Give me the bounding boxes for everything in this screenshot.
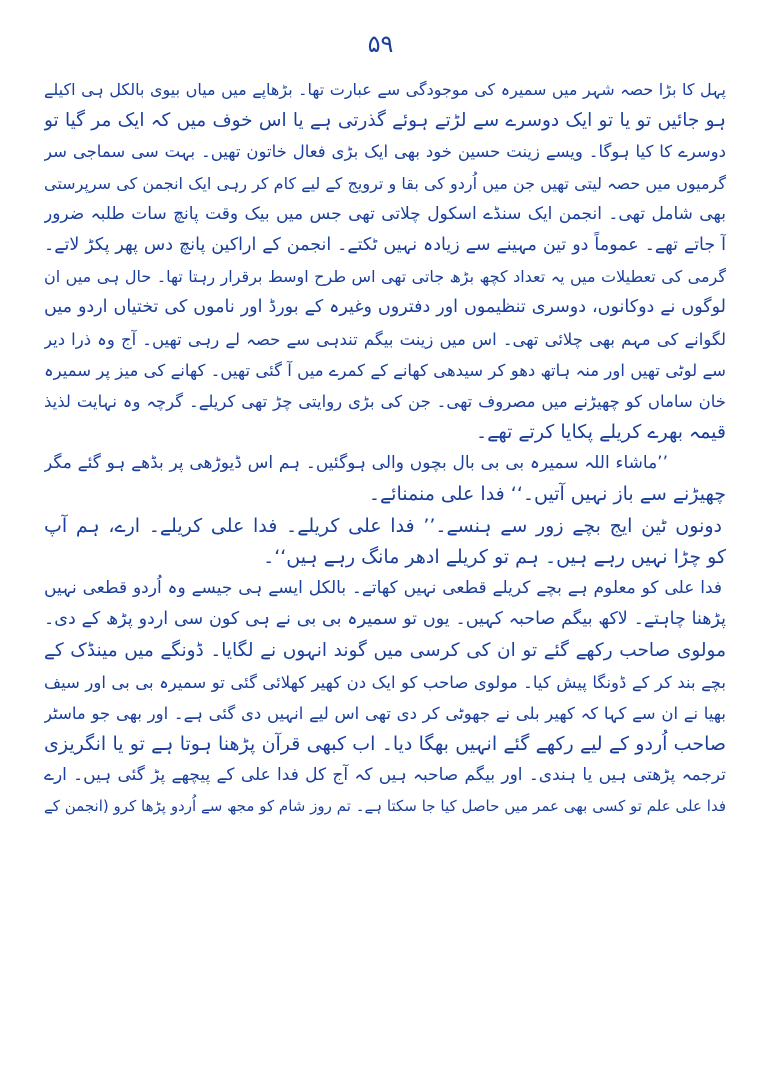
text-line: لوگوں نے دوکانوں، دوسری تنظیموں اور دفتروں وغیرہ کے بورڈ اور ناموں کی تختیاں اردو میں <box>44 297 726 318</box>
text-line: فدا علی کو معلوم ہے بچے کریلے قطعی نہیں کھاتے۔ بالکل ایسے ہی جیسے وہ اُردو قطعی نہیں <box>44 578 722 598</box>
text-line: چھیڑنے سے باز نہیں آتیں۔‘‘ فدا علی منمنائے۔ <box>368 483 726 506</box>
text-line: خان ساماں کو چھیڑنے میں مصروف تھی۔ جن کی بڑی روایتی چڑ تھی کریلے۔ گرچہ وہ نہایت لذیذ <box>44 391 726 411</box>
text-line: سے لوٹی تھیں اور منہ ہاتھ دھو کر سیدھی کھانے کے کمرے میں آ گئی تھیں۔ کھانے کی میز پر سمیرہ <box>44 360 726 380</box>
text-line: بھی شامل تھی۔ انجمن ایک سنڈے اسکول چلاتی تھی جس میں بیک وقت پانچ سات طلبہ ضرور <box>44 203 726 224</box>
text-line: پہل کا بڑا حصہ شہر میں سمیرہ کی موجودگی سے عبارت تھا۔ بڑھاپے میں میاں بیوی بالکل ہی اکیلے <box>44 80 726 99</box>
text-line: فدا علی علم تو کسی بھی عمر میں حاصل کیا جا سکتا ہے۔ تم روز شام کو مجھ سے اُردو پڑھا کرو (انجمن کے <box>44 797 726 816</box>
text-line: گرمی کی تعطیلات میں یہ تعداد کچھ بڑھ جاتی تھی اس طرح اوسط برقرار رہتا تھا۔ حال ہی میں ان <box>44 267 726 287</box>
text-line: کو چڑا نہیں رہے ہیں۔ ہم تو کریلے ادھر مانگ رہے ہیں‘‘۔ <box>263 545 726 568</box>
page-body-text <box>44 74 726 823</box>
text-line: دوسرے کا کیا ہوگا۔ ویسے زینت حسین خود بھی ایک بڑی فعال خاتون تھیں۔ بہت سی سماجی سر <box>44 142 726 162</box>
text-line: ’’ماشاء اللہ سمیرہ بی بی بال بچوں والی ہوگئیں۔ ہم اس ڈیوڑھی پر بڈھے ہو گئے مگر <box>44 453 668 474</box>
text-line: ترجمہ پڑھتی ہیں یا ہندی۔ اور بیگم صاحبہ ہیں کہ آج کل فدا علی کے پیچھے پڑ گئی ہیں۔ ارے <box>44 765 726 786</box>
text-line: بھیا نے ان سے کہا کہ کھیر بلی نے جھوٹی کر دی تھی اس لیے انہیں دی گئی ہے۔ اور بھی جو ماسٹر <box>44 703 726 723</box>
text-line: پڑھنا چاہتے۔ لاکھ بیگم صاحبہ کہیں۔ یوں تو سمیرہ بی بی نے ہی کون سی اردو پڑھ کے دی۔ <box>44 609 726 630</box>
text-line: آ جاتے تھے۔ عموماً دو تین مہینے سے زیادہ نہیں ٹکتے۔ انجمن کے اراکین پانچ دس پھر پکڑ لاتے۔ <box>44 234 726 255</box>
text-line: صاحب اُردو کے لیے رکھے گئے انہیں بھگا دیا۔ اب کبھی قرآن پڑھنا ہوتا ہے تو یا انگریزی <box>44 732 726 755</box>
text-line: گرمیوں میں حصہ لیتی تھیں جن میں اُردو کی بقا و ترویج کے لیے کام کر رہی ایک انجمن کی سرپرستی <box>44 173 726 193</box>
text-line: دونوں ٹین ایج بچے زور سے ہنسے۔’’ فدا علی کریلے۔ فدا علی کریلے۔ ارے، ہم آپ <box>44 514 722 537</box>
page-number: ۵۹ <box>367 30 394 58</box>
text-line: قیمہ بھرے کریلے پکایا کرتے تھے۔ <box>476 421 726 444</box>
text-line: بچے بند کر کے ڈونگا پیش کیا۔ مولوی صاحب کو ایک دن کھیر کھلائی گئی تو سمیرہ بی بی اور سیف <box>44 672 726 692</box>
text-line: ہو جائیں تو یا تو ایک دوسرے سے لڑتے ہوئے گذرتی ہے یا اس خوف میں کہ ایک مر گیا تو <box>44 110 726 132</box>
text-line: لگوانے کی مہم بھی چلائی تھی۔ اس میں زینت بیگم تندہی سے حصہ لے رہی تھیں۔ آج وہ ذرا دیر <box>44 329 726 349</box>
text-line: مولوی صاحب رکھے گئے تو ان کی کرسی میں گوند انہوں نے لگایا۔ ڈونگے میں مینڈک کے <box>44 640 726 662</box>
